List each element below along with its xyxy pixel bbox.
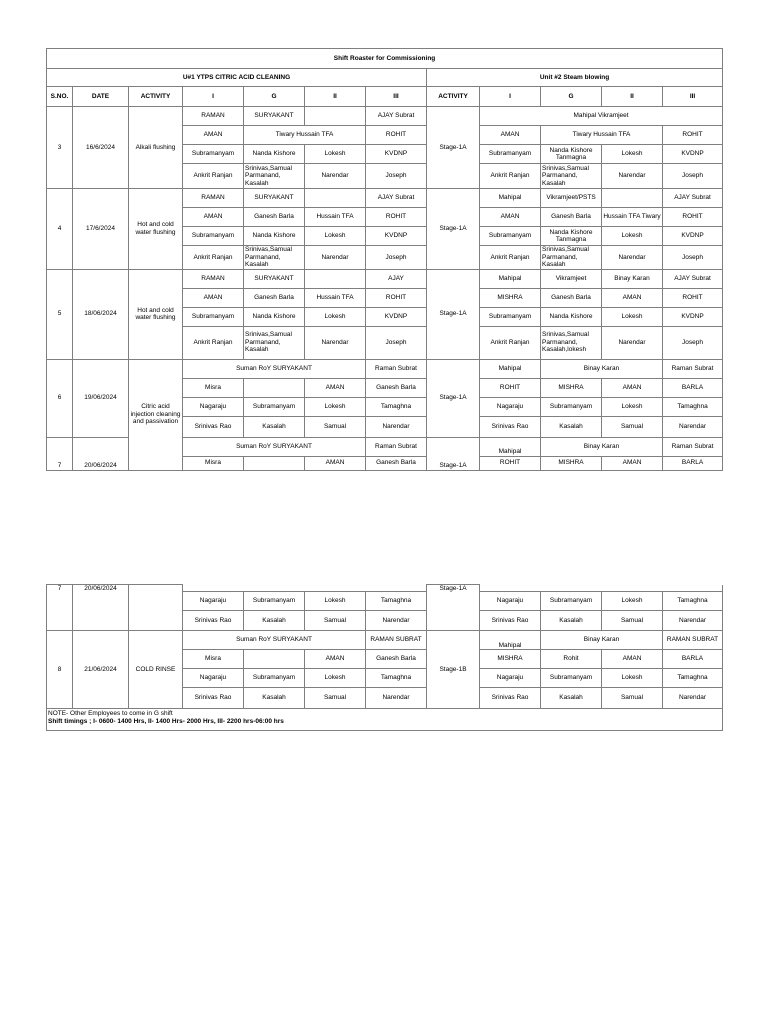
- roster-cell: Nagaraju: [183, 669, 244, 688]
- roster-cell: Misra: [183, 650, 244, 669]
- roster-cell: SURYAKANT: [244, 107, 305, 126]
- unit2-activity-cell: Stage-1B: [427, 631, 480, 709]
- roster-cell: Nagaraju: [183, 397, 244, 416]
- unit2-activity-cell: Stage-1A: [427, 437, 480, 470]
- sno-cell: 3: [47, 107, 73, 189]
- roster-table-bottom: [46, 584, 723, 731]
- roster-cell: Rohit: [541, 650, 602, 669]
- header-sno: S.NO.: [47, 87, 73, 107]
- roster-cell: Subramanyam: [480, 145, 541, 164]
- roster-cell: Hussain TFA: [305, 208, 366, 227]
- roster-cell: Lokesh: [305, 669, 366, 688]
- roster-cell: MISHRA: [541, 456, 602, 470]
- roster-cell: Tamaghna: [663, 592, 723, 611]
- roster-cell: Nagaraju: [480, 397, 541, 416]
- header-unit2-activity: ACTIVITY: [427, 87, 480, 107]
- roster-cell: MISHRA: [541, 378, 602, 397]
- roster-cell: Tamaghna: [366, 592, 427, 611]
- roster-cell: [244, 650, 305, 669]
- roster-cell: AMAN: [480, 208, 541, 227]
- roster-cell: AMAN: [602, 650, 663, 669]
- activity-cell: [129, 585, 183, 631]
- roster-cell: Samual: [602, 416, 663, 437]
- roster-cell: AMAN: [602, 378, 663, 397]
- roster-cell: RAMAN SUBRAT: [663, 631, 723, 650]
- roster-cell: Ankrit Ranjan: [480, 326, 541, 359]
- header-shift-1: I: [183, 87, 244, 107]
- roster-cell: ROHIT: [366, 208, 427, 227]
- date-cell: 18/06/2024: [73, 269, 129, 359]
- spacer-cell: [183, 585, 427, 592]
- header-activity: ACTIVITY: [129, 87, 183, 107]
- unit2-title: Unit #2 Steam blowing: [427, 69, 723, 87]
- page-title: Shift Roaster for Commissioning: [47, 49, 723, 69]
- roster-cell: Nagaraju: [480, 592, 541, 611]
- roster-cell: Hussain TFA: [305, 288, 366, 307]
- roster-cell: Lokesh: [602, 397, 663, 416]
- roster-cell: Narendar: [366, 688, 427, 709]
- sno-cell: 5: [47, 269, 73, 359]
- roster-cell: RAMAN SUBRAT: [366, 631, 427, 650]
- roster-cell: MISHRA: [480, 650, 541, 669]
- roster-cell: Ganesh Barla: [366, 378, 427, 397]
- roster-cell: AJAY Subrat: [663, 189, 723, 208]
- roster-cell: Subramanyam: [183, 145, 244, 164]
- roster-cell: RAMAN: [183, 269, 244, 288]
- activity-cell: COLD RINSE: [129, 631, 183, 709]
- note-row: [47, 709, 723, 731]
- table-row: [47, 189, 723, 208]
- roster-cell: AMAN: [305, 456, 366, 470]
- header-unit2-shift-2: II: [602, 87, 663, 107]
- roster-cell: Misra: [183, 456, 244, 470]
- roster-cell: Srinivas Rao: [183, 688, 244, 709]
- roster-cell: Kasalah: [541, 416, 602, 437]
- roster-cell: Mahipal: [480, 189, 541, 208]
- roster-cell: RAMAN: [183, 189, 244, 208]
- roster-cell: AMAN: [602, 456, 663, 470]
- table-row: [47, 585, 723, 592]
- roster-cell: Narendar: [366, 416, 427, 437]
- header-unit2-shift-3: III: [663, 87, 723, 107]
- roster-cell: Srinivas,Samual Parmanand, Kasalah: [244, 326, 305, 359]
- unit2-activity-cell: Stage-1A: [427, 585, 480, 631]
- sno-cell: 7: [47, 437, 73, 470]
- roster-cell: KVDNP: [663, 227, 723, 246]
- roster-cell: AMAN: [183, 208, 244, 227]
- roster-cell: Raman Subrat: [366, 359, 427, 378]
- roster-cell: AMAN: [183, 288, 244, 307]
- date-cell: 16/6/2024: [73, 107, 129, 189]
- roster-cell: Narendar: [663, 611, 723, 631]
- roster-cell: Subramanyam: [183, 227, 244, 246]
- roster-cell: Kasalah: [541, 688, 602, 709]
- roster-cell: Joseph: [366, 164, 427, 189]
- roster-cell: Srinivas Rao: [480, 611, 541, 631]
- roster-cell: Lokesh: [602, 227, 663, 246]
- roster-cell: KVDNP: [366, 145, 427, 164]
- roster-cell: Ankrit Ranjan: [183, 326, 244, 359]
- roster-cell: Narendar: [305, 246, 366, 270]
- roster-cell: Binay Karan: [541, 631, 663, 650]
- activity-cell: Citric acid injection cleaning and passivation: [129, 359, 183, 470]
- roster-cell: Nanda Kishore: [244, 145, 305, 164]
- date-cell: 17/6/2024: [73, 189, 129, 270]
- roster-cell: Ankrit Ranjan: [183, 164, 244, 189]
- roster-cell: Raman Subrat: [663, 437, 723, 456]
- header-shift-2: II: [305, 87, 366, 107]
- roster-cell: Tamaghna: [366, 397, 427, 416]
- spacer-cell: [480, 585, 723, 592]
- date-cell: 20/06/2024: [73, 585, 129, 631]
- roster-cell: ROHIT: [663, 126, 723, 145]
- roster-cell: AMAN: [602, 288, 663, 307]
- roster-cell: Hussain TFA Tiwary: [602, 208, 663, 227]
- roster-table-top: [46, 48, 723, 471]
- page-gap: [0, 478, 768, 588]
- roster-cell: AMAN: [305, 378, 366, 397]
- roster-cell: Joseph: [663, 326, 723, 359]
- header-shift-3: III: [366, 87, 427, 107]
- roster-cell: Srinivas Rao: [183, 416, 244, 437]
- roster-cell: Narendar: [663, 416, 723, 437]
- roster-cell: Suman RoY SURYAKANT: [183, 437, 366, 456]
- roster-cell: AMAN: [305, 650, 366, 669]
- roster-cell: Srinivas,Samual Parmanand, Kasalah: [541, 246, 602, 270]
- roster-cell: Joseph: [366, 246, 427, 270]
- roster-cell: AJAY Subrat: [366, 189, 427, 208]
- roster-cell: Nanda Kishore Tanmagna: [541, 227, 602, 246]
- roster-cell: ROHIT: [663, 208, 723, 227]
- date-cell: 20/06/2024: [73, 437, 129, 470]
- roster-cell: Mahipal: [480, 359, 541, 378]
- roster-cell: Lokesh: [305, 397, 366, 416]
- roster-cell: Srinivas Rao: [480, 416, 541, 437]
- note-shift-timings: Shift timings ; I- 0600- 1400 Hrs, II- 1400 Hrs- 2000 Hrs, III- 2200 hrs-06:00 hrs: [48, 717, 284, 725]
- roster-cell: ROHIT: [663, 288, 723, 307]
- roster-cell: Srinivas Rao: [480, 688, 541, 709]
- roster-cell: [305, 189, 366, 208]
- roster-cell: [244, 378, 305, 397]
- header-row: [47, 87, 723, 107]
- table-row: [47, 107, 723, 126]
- roster-cell: Ankrit Ranjan: [183, 246, 244, 270]
- sno-cell: 8: [47, 631, 73, 709]
- note-other-employees: NOTE- Other Employees to come in G shift: [48, 710, 173, 717]
- roster-cell: Narendar: [663, 688, 723, 709]
- header-unit2-shift-g: G: [541, 87, 602, 107]
- date-cell: 19/06/2024: [73, 359, 129, 437]
- roster-cell: Raman Subrat: [366, 437, 427, 456]
- roster-cell: Narendar: [602, 246, 663, 270]
- roster-cell: Ankrit Ranjan: [480, 246, 541, 270]
- roster-cell: Suman RoY SURYAKANT: [183, 631, 366, 650]
- unit1-title: U#1 YTPS CITRIC ACID CLEANING: [47, 69, 427, 87]
- sno-cell: 7: [47, 585, 73, 631]
- roster-cell: Vikramjeet: [541, 269, 602, 288]
- table-row: [47, 359, 723, 378]
- roster-cell: SURYAKANT: [244, 189, 305, 208]
- roster-cell: Ganesh Barla: [244, 288, 305, 307]
- roster-cell: Nanda Kishore: [541, 307, 602, 326]
- roster-cell: Narendar: [602, 326, 663, 359]
- roster-cell: Nagaraju: [183, 592, 244, 611]
- sno-cell: 6: [47, 359, 73, 437]
- roster-cell: Nanda Kishore: [244, 307, 305, 326]
- roster-cell: Subramanyam: [541, 397, 602, 416]
- roster-cell: Ganesh Barla: [366, 650, 427, 669]
- roster-cell: Raman Subrat: [663, 359, 723, 378]
- roster-cell: Narendar: [305, 326, 366, 359]
- roster-cell: ROHIT: [366, 288, 427, 307]
- roster-cell: Mahipal: [480, 631, 541, 650]
- roster-cell: Vikramjeet/PSTS: [541, 189, 602, 208]
- roster-cell: Subramanyam: [541, 669, 602, 688]
- roster-cell: AJAY: [366, 269, 427, 288]
- roster-cell: Binay Karan: [602, 269, 663, 288]
- unit2-activity-cell: Stage-1A: [427, 359, 480, 437]
- roster-cell: Kasalah: [244, 416, 305, 437]
- roster-cell: Kasalah: [244, 611, 305, 631]
- table-row: [47, 269, 723, 288]
- roster-cell: Ganesh Barla: [244, 208, 305, 227]
- roster-cell: Srinivas,Samual Parmanand, Kasalah: [244, 246, 305, 270]
- roster-cell: AJAY Subrat: [663, 269, 723, 288]
- roster-cell: Srinivas,Samual Parmanand, Kasalah: [541, 164, 602, 189]
- roster-cell: [244, 456, 305, 470]
- roster-cell: Suman RoY SURYAKANT: [183, 359, 366, 378]
- roster-cell: Subramanyam: [541, 592, 602, 611]
- roster-cell: Mahipal: [480, 269, 541, 288]
- roster-cell: RAMAN: [183, 107, 244, 126]
- roster-cell: Ganesh Barla: [541, 208, 602, 227]
- roster-cell: Lokesh: [602, 145, 663, 164]
- roster-cell: BARLA: [663, 378, 723, 397]
- roster-cell: Tamaghna: [663, 669, 723, 688]
- roster-cell: Lokesh: [305, 592, 366, 611]
- roster-cell: KVDNP: [366, 227, 427, 246]
- roster-cell: Tiwary Hussain TFA: [541, 126, 663, 145]
- date-cell: 21/06/2024: [73, 631, 129, 709]
- roster-cell: Nanda Kishore Tanmagna: [541, 145, 602, 164]
- roster-cell: [602, 189, 663, 208]
- roster-cell: Mahipal: [480, 437, 541, 456]
- roster-cell: Joseph: [663, 246, 723, 270]
- roster-cell: Narendar: [305, 164, 366, 189]
- roster-cell: ROHIT: [366, 126, 427, 145]
- roster-cell: Kasalah: [541, 611, 602, 631]
- roster-cell: Narendar: [366, 611, 427, 631]
- header-unit2-shift-1: I: [480, 87, 541, 107]
- unit2-activity-cell: Stage-1A: [427, 107, 480, 189]
- roster-cell: Subramanyam: [480, 307, 541, 326]
- activity-cell: Alkali flushing: [129, 107, 183, 189]
- roster-cell: Ganesh Barla: [541, 288, 602, 307]
- roster-cell: Binay Karan: [541, 437, 663, 456]
- roster-cell: Ganesh Barla: [366, 456, 427, 470]
- roster-cell: KVDNP: [366, 307, 427, 326]
- roster-cell: Tamaghna: [366, 669, 427, 688]
- roster-cell: Kasalah: [244, 688, 305, 709]
- table-row: [47, 631, 723, 650]
- roster-cell: Lokesh: [602, 592, 663, 611]
- roster-cell: Ankrit Ranjan: [480, 164, 541, 189]
- roster-cell: BARLA: [663, 456, 723, 470]
- roster-cell: Samual: [305, 416, 366, 437]
- roster-cell: [305, 107, 366, 126]
- roster-cell: Nanda Kishore: [244, 227, 305, 246]
- roster-cell: Samual: [602, 688, 663, 709]
- roster-cell: Lokesh: [602, 669, 663, 688]
- activity-cell: Hot and cold water flushing: [129, 269, 183, 359]
- roster-cell: Joseph: [366, 326, 427, 359]
- roster-cell: SURYAKANT: [244, 269, 305, 288]
- roster-cell: Lokesh: [305, 307, 366, 326]
- roster-cell: Joseph: [663, 164, 723, 189]
- roster-cell: Samual: [602, 611, 663, 631]
- roster-cell: Lokesh: [602, 307, 663, 326]
- roster-cell: MISHRA: [480, 288, 541, 307]
- roster-cell: Misra: [183, 378, 244, 397]
- roster-cell: Tiwary Hussain TFA: [244, 126, 366, 145]
- unit2-activity-cell: Stage-1A: [427, 189, 480, 270]
- header-date: DATE: [73, 87, 129, 107]
- activity-cell: Hot and cold water flushing: [129, 189, 183, 270]
- roster-cell: Samual: [305, 688, 366, 709]
- roster-cell: Mahipal Vikramjeet: [480, 107, 723, 126]
- roster-cell: BARLA: [663, 650, 723, 669]
- roster-cell: AJAY Subrat: [366, 107, 427, 126]
- roster-cell: KVDNP: [663, 307, 723, 326]
- roster-cell: Subramanyam: [244, 592, 305, 611]
- roster-cell: ROHIT: [480, 378, 541, 397]
- sno-cell: 4: [47, 189, 73, 270]
- roster-cell: Subramanyam: [480, 227, 541, 246]
- roster-cell: KVDNP: [663, 145, 723, 164]
- roster-cell: Srinivas Rao: [183, 611, 244, 631]
- roster-cell: AMAN: [480, 126, 541, 145]
- roster-cell: Subramanyam: [244, 669, 305, 688]
- roster-cell: Tamaghna: [663, 397, 723, 416]
- unit2-activity-cell: Stage-1A: [427, 269, 480, 359]
- note-cell: [47, 709, 723, 731]
- roster-cell: AMAN: [183, 126, 244, 145]
- roster-cell: Lokesh: [305, 145, 366, 164]
- roster-cell: Binay Karan: [541, 359, 663, 378]
- header-shift-g: G: [244, 87, 305, 107]
- roster-cell: Narendar: [602, 164, 663, 189]
- roster-cell: Srinivas,Samual Parmanand, Kasalah,lokesh: [541, 326, 602, 359]
- roster-cell: Subramanyam: [244, 397, 305, 416]
- roster-cell: Samual: [305, 611, 366, 631]
- roster-cell: Subramanyam: [183, 307, 244, 326]
- roster-cell: Lokesh: [305, 227, 366, 246]
- roster-cell: Nagaraju: [480, 669, 541, 688]
- roster-cell: [305, 269, 366, 288]
- roster-cell: ROHIT: [480, 456, 541, 470]
- roster-cell: Srinivas,Samual Parmanand, Kasalah: [244, 164, 305, 189]
